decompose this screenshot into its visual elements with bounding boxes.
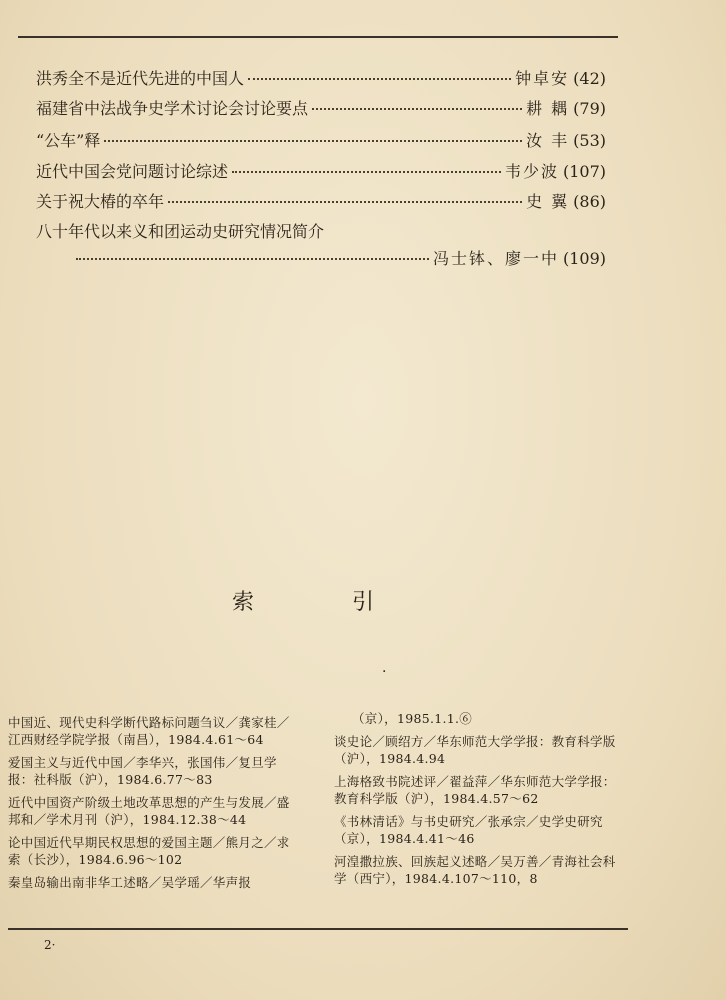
toc-entry — [36, 66, 606, 94]
index-entry: 《书林清话》与书史研究／张承宗／史学史研究（京），1984.4.41～46 — [334, 814, 603, 846]
toc-entry — [36, 189, 606, 217]
toc-title: “公车”释 — [36, 131, 101, 150]
toc-entry-author-line — [72, 246, 606, 274]
toc-entry — [36, 159, 606, 187]
index-right-column — [334, 710, 626, 893]
index-entry: （京），1985.1.1.⑥ — [352, 711, 473, 726]
toc-author: 韦少波 — [504, 162, 559, 181]
index-entry: 谈史论／顾绍方／华东师范大学学报：教育科学版（沪），1984.4.94 — [334, 734, 616, 766]
index-entry: 爱国主义与近代中国／李华兴，张国伟／复旦学报：社科版（沪），1984.6.77～83 — [8, 755, 277, 787]
index-entry: 论中国近代早期民权思想的爱国主题／熊月之／求索（长沙），1984.6.96～102 — [8, 835, 290, 867]
page-number: 2· — [44, 938, 56, 952]
toc-page-number: (107) — [562, 162, 606, 181]
toc-author: 汝 丰 — [526, 131, 570, 150]
toc-author: 耕 耦 — [526, 99, 570, 118]
toc-page-number: (53) — [573, 131, 606, 150]
toc-leader-dots — [76, 258, 429, 260]
toc-title: 八十年代以来义和团运动史研究情况简介 — [36, 222, 325, 241]
index-entry: 上海格致书院述评／翟益萍／华东师范大学学报：教育科学版（沪），1984.4.57～62 — [334, 774, 616, 806]
toc-entry-title-line — [36, 219, 606, 247]
bottom-rule — [8, 928, 628, 930]
toc-page-number: (79) — [573, 99, 606, 118]
toc-title: 近代中国会党问题讨论综述 — [36, 162, 229, 181]
toc-entry — [36, 96, 606, 124]
section-title-char: 索 — [232, 590, 255, 615]
index-entry: 秦皇岛输出南非华工述略／吴学瑶／华声报 — [8, 875, 252, 890]
toc-entry — [36, 128, 606, 156]
top-rule — [18, 36, 618, 38]
index-entry: 近代中国资产阶级土地改革思想的产生与发展／盛邦和／学术月刊（沪），1984.12.38～44 — [8, 795, 290, 827]
toc-leader-dots — [168, 201, 522, 203]
toc-title: 福建省中法战争史学术讨论会讨论要点 — [36, 99, 309, 118]
index-left-column — [8, 714, 298, 897]
toc-author: 史 翼 — [526, 192, 570, 211]
toc-page-number: (86) — [573, 192, 606, 211]
toc-leader-dots — [104, 140, 522, 142]
toc-title: 关于祝大椿的卒年 — [36, 192, 165, 211]
toc-leader-dots — [232, 171, 501, 173]
index-entry: 中国近、现代史科学断代路标问题刍议／龚家桂／江西财经学院学报（南昌），1984.4.61～64 — [8, 715, 290, 747]
toc-page-number: (42) — [573, 69, 606, 88]
index-entry: 河湟撒拉族、回族起义述略／吴万善／青海社会科学（西宁），1984.4.107～110，8 — [334, 854, 616, 886]
toc-leader-dots — [248, 78, 511, 80]
toc-page-number: (109) — [562, 249, 606, 268]
toc-author: 冯士钵、廖一中 — [432, 249, 559, 268]
stray-mark: · — [382, 664, 387, 680]
toc-leader-dots — [312, 108, 522, 110]
section-title-char: 引 — [352, 590, 375, 615]
toc-author: 钟卓安 — [515, 69, 570, 88]
toc-title: 洪秀全不是近代先进的中国人 — [36, 69, 245, 88]
